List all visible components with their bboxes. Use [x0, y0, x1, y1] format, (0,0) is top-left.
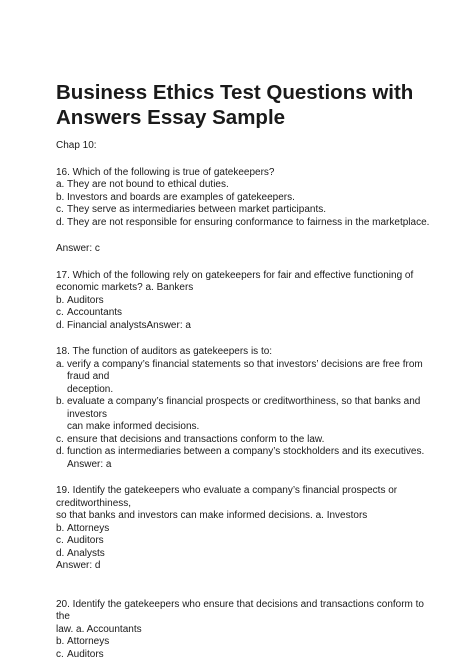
question-stem-line1: 19. Identify the gatekeepers who evaluate a company’s financial prospects or creditworthiness, — [56, 485, 434, 510]
option-c: c. They serve as intermediaries between market participants. — [56, 204, 434, 217]
option-c: c. Auditors — [56, 649, 434, 661]
question-stem-line1: 20. Identify the gatekeepers who ensure that decisions and transactions conform to the — [56, 599, 434, 624]
question-stem-line2: so that banks and investors can make informed decisions. a. Investors — [56, 510, 434, 523]
option-a: a. verify a company’s financial statements so that investors’ decisions are free from fraud and deception. — [56, 359, 434, 397]
option-b: b. Auditors — [56, 295, 434, 308]
question-stem-line1: 17. Which of the following rely on gatekeepers for fair and effective functioning of — [56, 270, 434, 283]
option-b: b. Investors and boards are examples of gatekeepers. — [56, 192, 434, 205]
question-16 — [56, 167, 434, 230]
option-d: d. Analysts — [56, 548, 434, 561]
option-c: c. ensure that decisions and transactions conform to the law. — [56, 434, 434, 447]
option-d: d. They are not responsible for ensuring conformance to fairness in the marketplace. — [56, 217, 434, 230]
option-b: b. Attorneys — [56, 636, 434, 649]
question-19 — [56, 485, 434, 573]
option-d: d. Financial analystsAnswer: a — [56, 320, 434, 333]
question-stem-line2: economic markets? a. Bankers — [56, 282, 434, 295]
option-b: b. evaluate a company’s financial prospects or creditworthiness, so that banks and investors can make informed decisions. — [56, 396, 434, 434]
document-title: Business Ethics Test Questions with Answers Essay Sample — [56, 80, 434, 130]
answer-19: Answer: d — [56, 560, 434, 573]
question-17 — [56, 270, 434, 333]
question-18 — [56, 346, 434, 471]
chapter-label: Chap 10: — [56, 140, 434, 153]
option-b: b. Attorneys — [56, 523, 434, 536]
option-c: c. Auditors — [56, 535, 434, 548]
option-d: d. function as intermediaries between a company’s stockholders and its executives. Answer: a — [56, 446, 434, 471]
question-stem-line2: law. a. Accountants — [56, 624, 434, 637]
question-stem: 18. The function of auditors as gatekeepers is to: — [56, 346, 434, 359]
question-stem: 16. Which of the following is true of gatekeepers? — [56, 167, 434, 180]
answer-16: Answer: c — [56, 243, 434, 256]
option-c: c. Accountants — [56, 307, 434, 320]
question-20 — [56, 599, 434, 661]
option-a: a. They are not bound to ethical duties. — [56, 179, 434, 192]
